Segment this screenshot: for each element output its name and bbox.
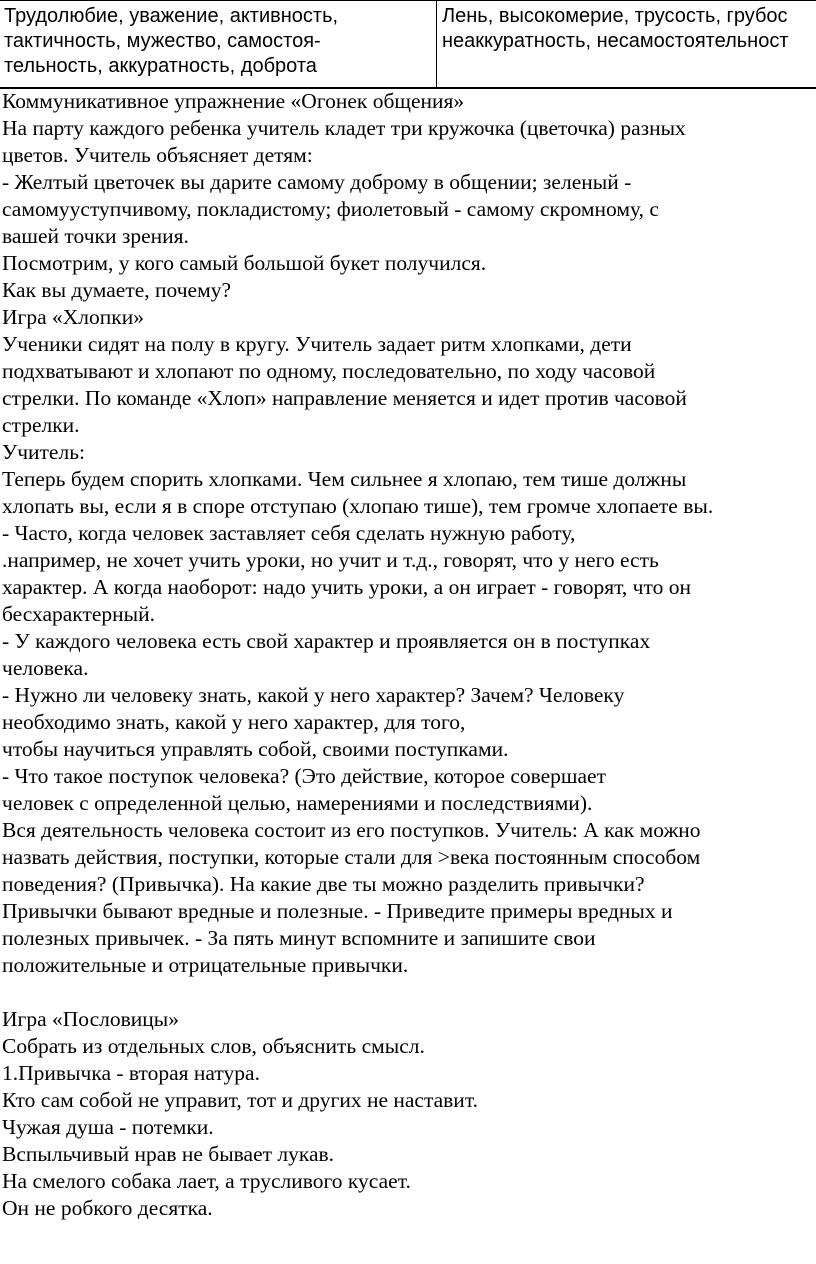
text-line: Игра «Пословицы» [2, 1007, 179, 1031]
negative-qualities-cell [442, 4, 816, 54]
text-line: Кто сам собой не управит, тот и других не наставит. [2, 1088, 478, 1112]
text-line: Вспыльчивый нрав не бывает лукав. [2, 1142, 335, 1166]
text-line: самомууступчивому, покладистому; фиолетовый - самому скромному, с [2, 197, 659, 221]
text-line: человек с определенной целью, намерениями и последствиями). [2, 791, 593, 815]
text-line: Чужая душа - потемки. [2, 1115, 214, 1139]
text-line: стрелки. [2, 413, 80, 437]
document-body [2, 88, 812, 1222]
text-line: Привычки бывают вредные и полезные. - Приведите примеры вредных и [2, 899, 673, 923]
text-line: подхватывают и хлопают по одному, последовательно, по ходу часовой [2, 359, 656, 383]
text-line: хлопать вы, если я в споре отступаю (хлопаю тише), тем громче хлопаете вы. [2, 494, 714, 518]
text-line: На смелого собака лает, а трусливого кусает. [2, 1169, 411, 1193]
text-line: необходимо знать, какой у него характер, для того, [2, 710, 466, 734]
table-line: тельность, аккуратность, доброта [4, 55, 317, 77]
positive-qualities-cell [4, 4, 432, 79]
text-line: - У каждого человека есть свой характер и проявляется он в поступках [2, 629, 651, 653]
text-line: Как вы думаете, почему? [2, 278, 231, 302]
text-line: цветов. Учитель объясняет детям: [2, 143, 313, 167]
text-line: Учитель: [2, 440, 85, 464]
text-line: стрелки. По команде «Хлоп» направление меняется и идет против часовой [2, 386, 687, 410]
text-line: бесхарактерный. [2, 602, 155, 626]
table-divider [436, 1, 437, 87]
text-line: чтобы научиться управлять собой, своими поступками. [2, 737, 509, 761]
text-line: .например, не хочет учить уроки, но учит и т.д., говорят, что у него есть [2, 548, 659, 572]
table-line: тактичность, мужество, самостоя- [4, 30, 321, 52]
text-line: - Нужно ли человеку знать, какой у него характер? Зачем? Человеку [2, 683, 625, 707]
text-line: вашей точки зрения. [2, 224, 189, 248]
text-line: Собрать из отдельных слов, объяснить смысл. [2, 1034, 425, 1058]
text-line [2, 979, 812, 1006]
text-line: Теперь будем спорить хлопками. Чем сильнее я хлопаю, тем тише должны [2, 467, 687, 491]
table-line: Трудолюбие, уважение, активность, [4, 5, 339, 27]
text-line: Посмотрим, у кого самый большой букет получился. [2, 251, 487, 275]
qualities-table [0, 0, 816, 89]
text-line: Он не робкого десятка. [2, 1196, 213, 1220]
table-line: неаккуратность, несамостоятельност [442, 30, 789, 52]
text-line: - Часто, когда человек заставляет себя сделать нужную работу, [2, 521, 576, 545]
table-line: Лень, высокомерие, трусость, грубос [442, 5, 788, 27]
text-line: поведения? (Привычка). На какие две ты можно разделить привычки? [2, 872, 645, 896]
text-line: - Что такое поступок человека? (Это действие, которое совершает [2, 764, 606, 788]
text-line: положительные и отрицательные привычки. [2, 953, 409, 977]
text-line: - Желтый цветочек вы дарите самому доброму в общении; зеленый - [2, 170, 632, 194]
text-line: Игра «Хлопки» [2, 305, 144, 329]
text-line: На парту каждого ребенка учитель кладет три кружочка (цветочка) разных [2, 116, 686, 140]
text-line: человека. [2, 656, 89, 680]
text-line: Вся деятельность человека состоит из его поступков. Учитель: А как можно [2, 818, 701, 842]
text-line: 1.Привычка - вторая натура. [2, 1061, 260, 1085]
text-line: Ученики сидят на полу в кругу. Учитель задает ритм хлопками, дети [2, 332, 632, 356]
text-line: назвать действия, поступки, которые стали для >века постоянным способом [2, 845, 701, 869]
text-line: полезных привычек. - За пять минут вспомните и запишите свои [2, 926, 596, 950]
text-line: Коммуникативное упражнение «Огонек общения» [2, 89, 465, 113]
text-line: характер. А когда наоборот: надо учить уроки, а он играет - говорят, что он [2, 575, 691, 599]
